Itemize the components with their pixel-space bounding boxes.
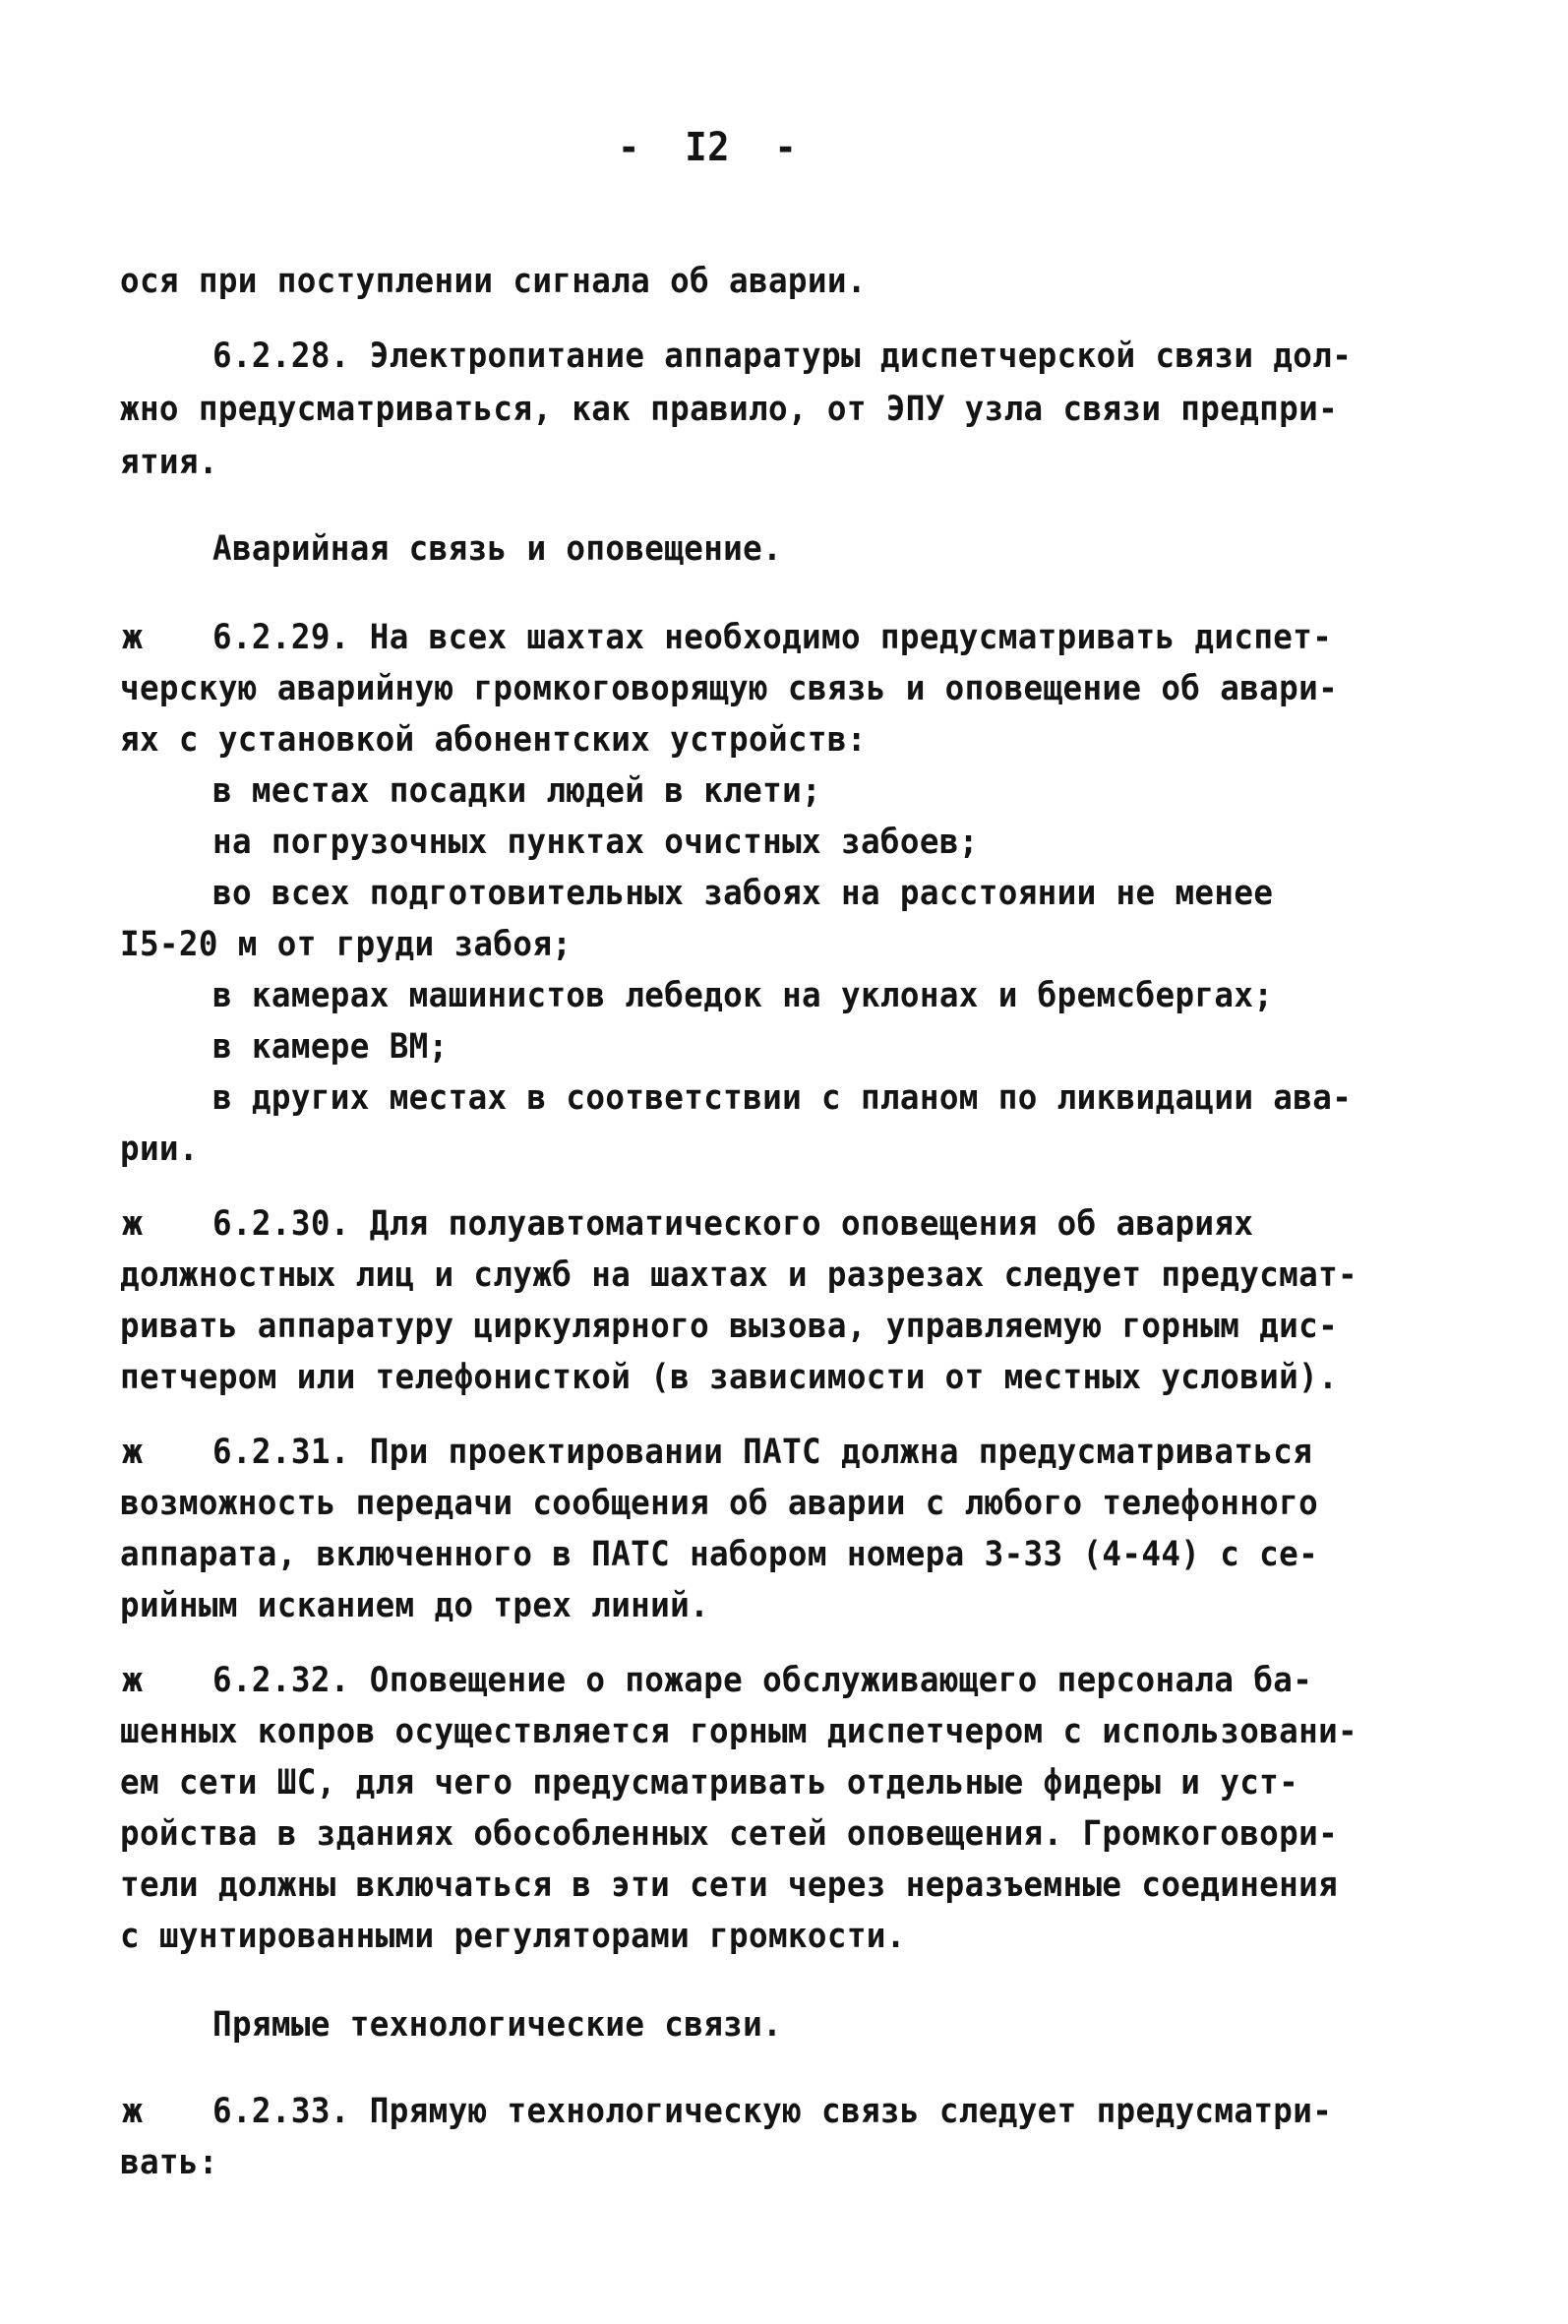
text-line: вать:	[120, 2143, 218, 2182]
paragraph-marker: ж	[122, 1661, 144, 1700]
text-line: ятия.	[120, 443, 218, 482]
text-line: петчером или телефонисткой (в зависимости от местных условий).	[120, 1358, 1339, 1397]
text-line: ройства в зданиях обособленных сетей оповещения. Громкоговори-	[120, 1814, 1339, 1854]
text-line: 6.2.33. Прямую технологическую связь следует предусматри-	[212, 2092, 1333, 2131]
list-item: в других местах в соответствии с планом по ликвидации ава-	[212, 1078, 1353, 1118]
text-line: 6.2.32. Оповещение о пожаре обслуживающего персонала ба-	[212, 1661, 1313, 1700]
text-line: ривать аппаратуру циркулярного вызова, управляемую горным дис-	[120, 1307, 1339, 1346]
text-line: рийным исканием до трех линий.	[120, 1586, 710, 1625]
text-line: 6.2.28. Электропитание аппаратуры диспетчерской связи дол-	[212, 336, 1353, 376]
text-line: I5-20 м от груди забоя;	[120, 925, 573, 964]
text-line: возможность передачи сообщения об аварии с любого телефонного	[120, 1484, 1319, 1523]
text-line: с шунтированными регуляторами громкости.	[120, 1917, 906, 1956]
text-line: должностных лиц и служб на шахтах и разрезах следует предусмат-	[120, 1255, 1358, 1295]
list-item: во всех подготовительных забоях на расстоянии не менее	[212, 874, 1274, 913]
text-line: тели должны включаться в эти сети через неразъемные соединения	[120, 1865, 1339, 1905]
paragraph-marker: ж	[122, 618, 144, 657]
text-line: 6.2.31. При проектировании ПАТС должна предусматриваться	[212, 1433, 1313, 1472]
text-line: жно предусматриваться, как правило, от ЭПУ узла связи предпри-	[120, 390, 1339, 429]
text-line: черскую аварийную громкоговорящую связь и оповещение об авари-	[120, 669, 1339, 708]
text-line: 6.2.29. На всех шахтах необходимо предусматривать диспет-	[212, 618, 1333, 657]
page-number: - I2 -	[618, 125, 798, 170]
text-line: 6.2.30. Для полуавтоматического оповещения об авариях	[212, 1204, 1254, 1244]
list-item: в камерах машинистов лебедок на уклонах и бремсбергах;	[212, 976, 1274, 1015]
list-item: в местах посадки людей в клети;	[212, 771, 822, 811]
list-item: на погрузочных пунктах очистных забоев;	[212, 823, 979, 862]
paragraph-marker: ж	[122, 2092, 144, 2131]
text-line: шенных копров осуществляется горным диспетчером с использовани-	[120, 1712, 1358, 1751]
text-line: рии.	[120, 1130, 199, 1169]
text-line: ем сети ШС, для чего предусматривать отдельные фидеры и уст-	[120, 1763, 1299, 1803]
text-line: ося при поступлении сигнала об аварии.	[120, 262, 867, 301]
text-line: ях с установкой абонентских устройств:	[120, 720, 867, 760]
section-heading: Прямые технологические связи.	[212, 2005, 783, 2045]
paragraph-marker: ж	[122, 1204, 144, 1244]
section-heading: Аварийная связь и оповещение.	[212, 529, 783, 569]
list-item: в камере ВМ;	[212, 1027, 449, 1067]
text-line: аппарата, включенного в ПАТС набором номера 3-33 (4-44) с се-	[120, 1535, 1319, 1574]
paragraph-marker: ж	[122, 1433, 144, 1472]
